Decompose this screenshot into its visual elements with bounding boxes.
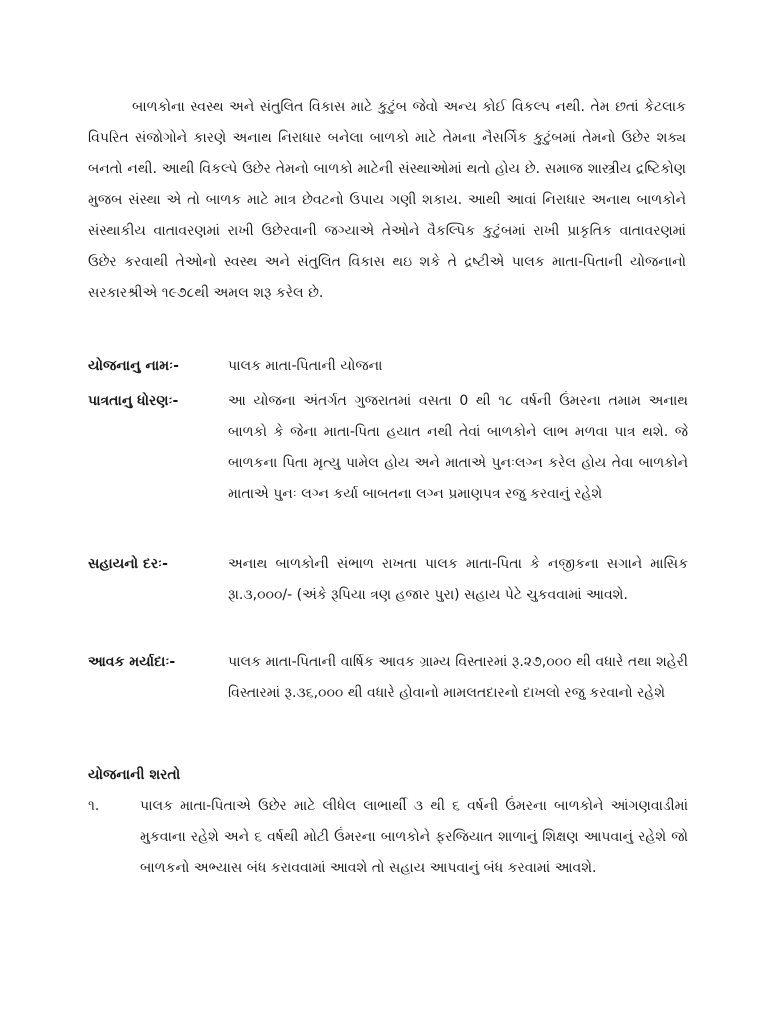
condition-text: પાલક માતા-પિતાએ ઉછેર માટે લીધેલ લાભાર્થી ૩ થી ૬ વર્ષની ઉંમરના બાળકોને આંગણવાડીમાં મુકવાના રહેશે અને ૬ વર્ષથી મોટી ઉંમરના બાળકોને ફરજિયાત શાળાનું શિક્ષણ આપવાનું રહેશે જો બાળકનો અભ્યાસ બંધ કરાવવામાં આવશે તો સહાય આપવાનું બંધ કરવામાં આવશે. xyxy=(140,798,688,876)
eligibility-label: પાત્રતાનુ ધોરણઃ- xyxy=(88,393,179,409)
income-limit-row xyxy=(88,647,688,709)
eligibility-value: આ યોજના અંતર્ગત ગુજરાતમાં વસતા 0 થી ૧૮ વર્ષની ઉંમરના તમામ અનાથ બાળકો કે જેના માતા-પિતા હયાત નથી તેવાં બાળકોને લાભ મળવા પાત્ર થશે. જે બાળકના પિતા મૃત્યુ પામેલ હોય અને માતાએ પુનઃલગ્ન કરેલ હોય તેવા બાળકોને માતાએ પુનઃ લગ્ન કર્યા બાબતના લગ્ન પ્રમાણપત્ર રજુ કરવાનું રહેશે xyxy=(228,393,688,502)
eligibility-row xyxy=(88,386,688,510)
assistance-row xyxy=(88,549,688,611)
conditions-heading: યોજનાની શરતો xyxy=(88,767,181,783)
income-limit-value: પાલક માતા-પિતાની વાર્ષિક આવક ગ્રામ્ય વિસ્તારમાં રૂ.૨૭,૦૦૦ થી વધારે તથા શહેરી વિસ્તારમાં રૂ.૩૬,૦૦૦ થી વધારે હોવાનો મામલતદારનો દાખલો રજુ કરવાનો રહેશે xyxy=(228,654,688,701)
intro-paragraph: બાળકોના સ્વસ્થ અને સંતુલિત વિકાસ માટે કુટુંબ જેવો અન્ય કોઈ વિકલ્પ નથી. તેમ છતાં કેટલાક વિપરિત સંજોગોને કારણે અનાથ નિરાધાર બનેલા બાળકો માટે તેમના નૈસર્ગિક કુટુંબમાં તેમનો ઉછેર શક્ય બનતો નથી. આથી વિકલ્પે ઉછેર તેમનો બાળકો માટેની સંસ્થાઓમાં થતો હોય છે. સમાજ શાસ્ત્રીય દ્રષ્ટિકોણ મુજબ સંસ્થા એ તો બાળક માટે માત્ર છેવટનો ઉપાય ગણી શકાય. આથી આવાં નિરાધાર અનાથ બાળકોને સંસ્થાકીય વાતાવરણમાં રાખી ઉછેરવાની જગ્યાએ તેઓને વૈકલ્પિક કુટુંબમાં રાખી પ્રાકૃતિક વાતાવરણમાં ઉછેર કરવાથી તેઓનો સ્વસ્થ અને સંતુલિત વિકાસ થઇ શકે તે દ્રષ્ટીએ પાલક માતા-પિતાની યોજનાનો સરકારશ્રીએ ૧૯૭૮થી અમલ શરૂ કરેલ છે. xyxy=(88,99,686,301)
scheme-name-row xyxy=(88,351,688,382)
assistance-label: સહાયનો દરઃ- xyxy=(88,556,168,572)
scheme-name-value: પાલક માતા-પિતાની યોજના xyxy=(228,358,383,374)
income-limit-label: આવક મર્યાદાઃ- xyxy=(88,654,176,670)
assistance-value: અનાથ બાળકોની સંભાળ રાખતા પાલક માતા-પિતા કે નજીકના સગાને માસિક રૂા.૩,૦૦૦/- (અંકે રૂપિયા ત્રણ હજાર પુરા) સહાય પેટે ચુકવવામાં આવશે. xyxy=(228,556,688,603)
scheme-name-label: યોજનાનુ નામઃ- xyxy=(88,358,179,374)
condition-number: ૧. xyxy=(88,798,100,814)
condition-item xyxy=(88,791,688,884)
